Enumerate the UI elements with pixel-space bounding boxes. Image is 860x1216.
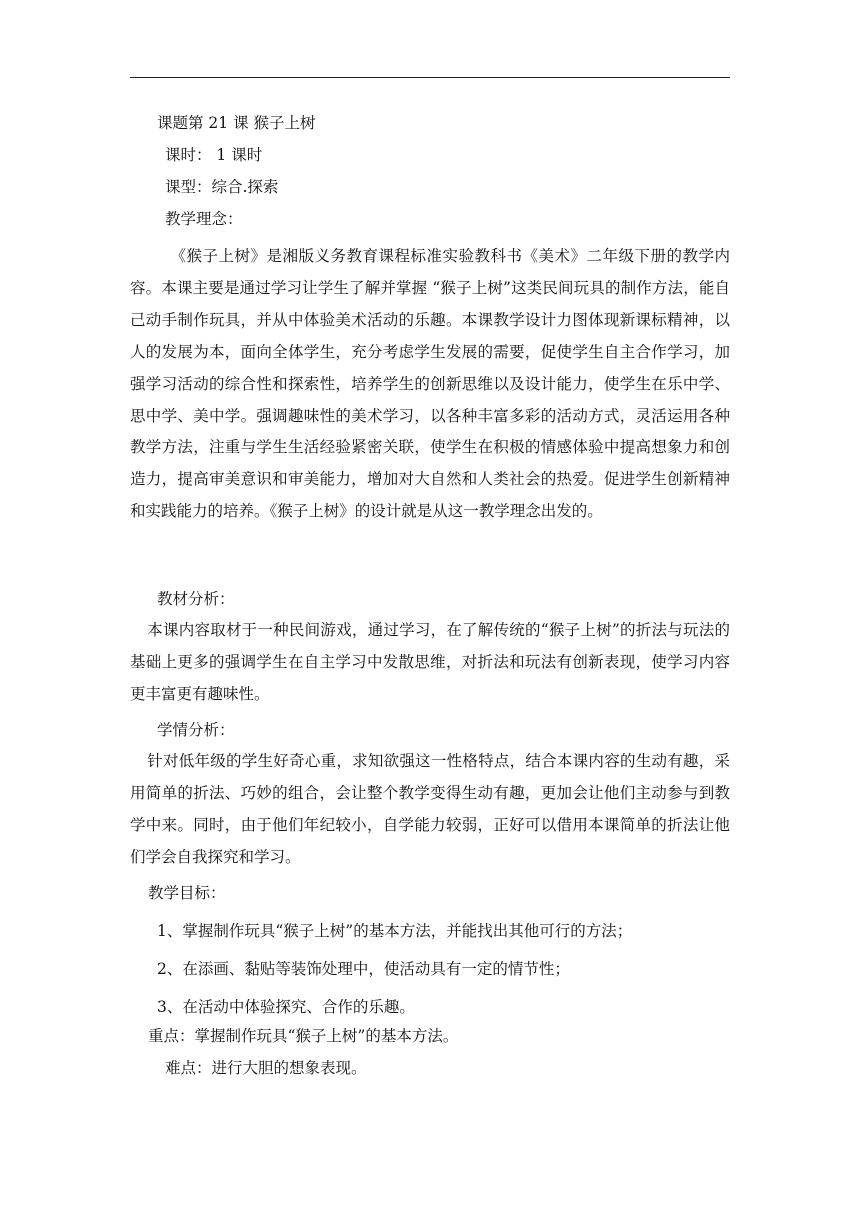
goal-item: 1、掌握制作玩具“猴子上树”的基本方法，并能找出其他可行的方法； [157,922,633,940]
material-label: 教材分析： [157,590,235,608]
concept-label: 教学理念： [165,210,243,228]
material-paragraph [130,615,730,711]
goals-label: 教学目标： [148,884,226,902]
students-text: 针对低年级的学生好奇心重，求知欲强这一性格特点，结合本课内容的生动有趣，采用简单的折法、巧妙的组合，会让整个教学变得生动有趣，更加会让他们主动参与到教学中来。同时，由于他们年纪较小，自学能力较弱，正好可以借用本课简单的折法让他们学会自我探究和学习。 [130,752,730,866]
key-point: 重点：掌握制作玩具“猴子上树”的基本方法。 [148,1027,459,1045]
lesson-title: 课题第 21 课 猴子上树 [157,114,316,132]
lesson-type: 课型：综合.探索 [165,178,279,196]
concept-text: 《猴子上树》是湘版义务教育课程标准实验教科书《美术》二年级下册的教学内容。本课主要是通过学习让学生了解并掌握 “猴子上树”这类民间玩具的制作方法，能自己动手制作玩具，并从中体验美术活动的乐趣。本课教学设计力图体现新课标精神，以人的发展为本，面向全体学生，充分考虑学生发展的需要，促使学生自主合作学习，加强学习活动的综合性和探索性，培养学生的创新思维以及设计能力，使学生在乐中学、思中学、美中学。强调趣味性的美术学习，以各种丰富多彩的活动方式，灵活运用各种教学方法，注重与学生生活经验紧密关联，使学生在积极的情感体验中提高想象力和创造力，提高审美意识和审美能力，增加对大自然和人类社会的热爱。促进学生创新精神和实践能力的培养。《猴子上树》的设计就是从这一教学理念出发的。 [130,247,730,521]
students-paragraph [130,746,730,874]
header-rule [130,77,730,78]
concept-paragraph [130,241,730,528]
students-label: 学情分析： [157,721,235,739]
material-text: 本课内容取材于一种民间游戏，通过学习，在了解传统的“猴子上树”的折法与玩法的基础上更多的强调学生在自主学习中发散思维，对折法和玩法有创新表现，使学习内容更丰富更有趣味性。 [130,621,730,703]
goal-item: 3、在活动中体验探究、合作的乐趣。 [157,998,415,1016]
difficulty-point: 难点：进行大胆的想象表现。 [165,1059,367,1077]
goal-item: 2、在添画、黏贴等装饰处理中，使活动具有一定的情节性； [157,960,570,978]
lesson-period: 课时： 1 课时 [165,146,263,164]
